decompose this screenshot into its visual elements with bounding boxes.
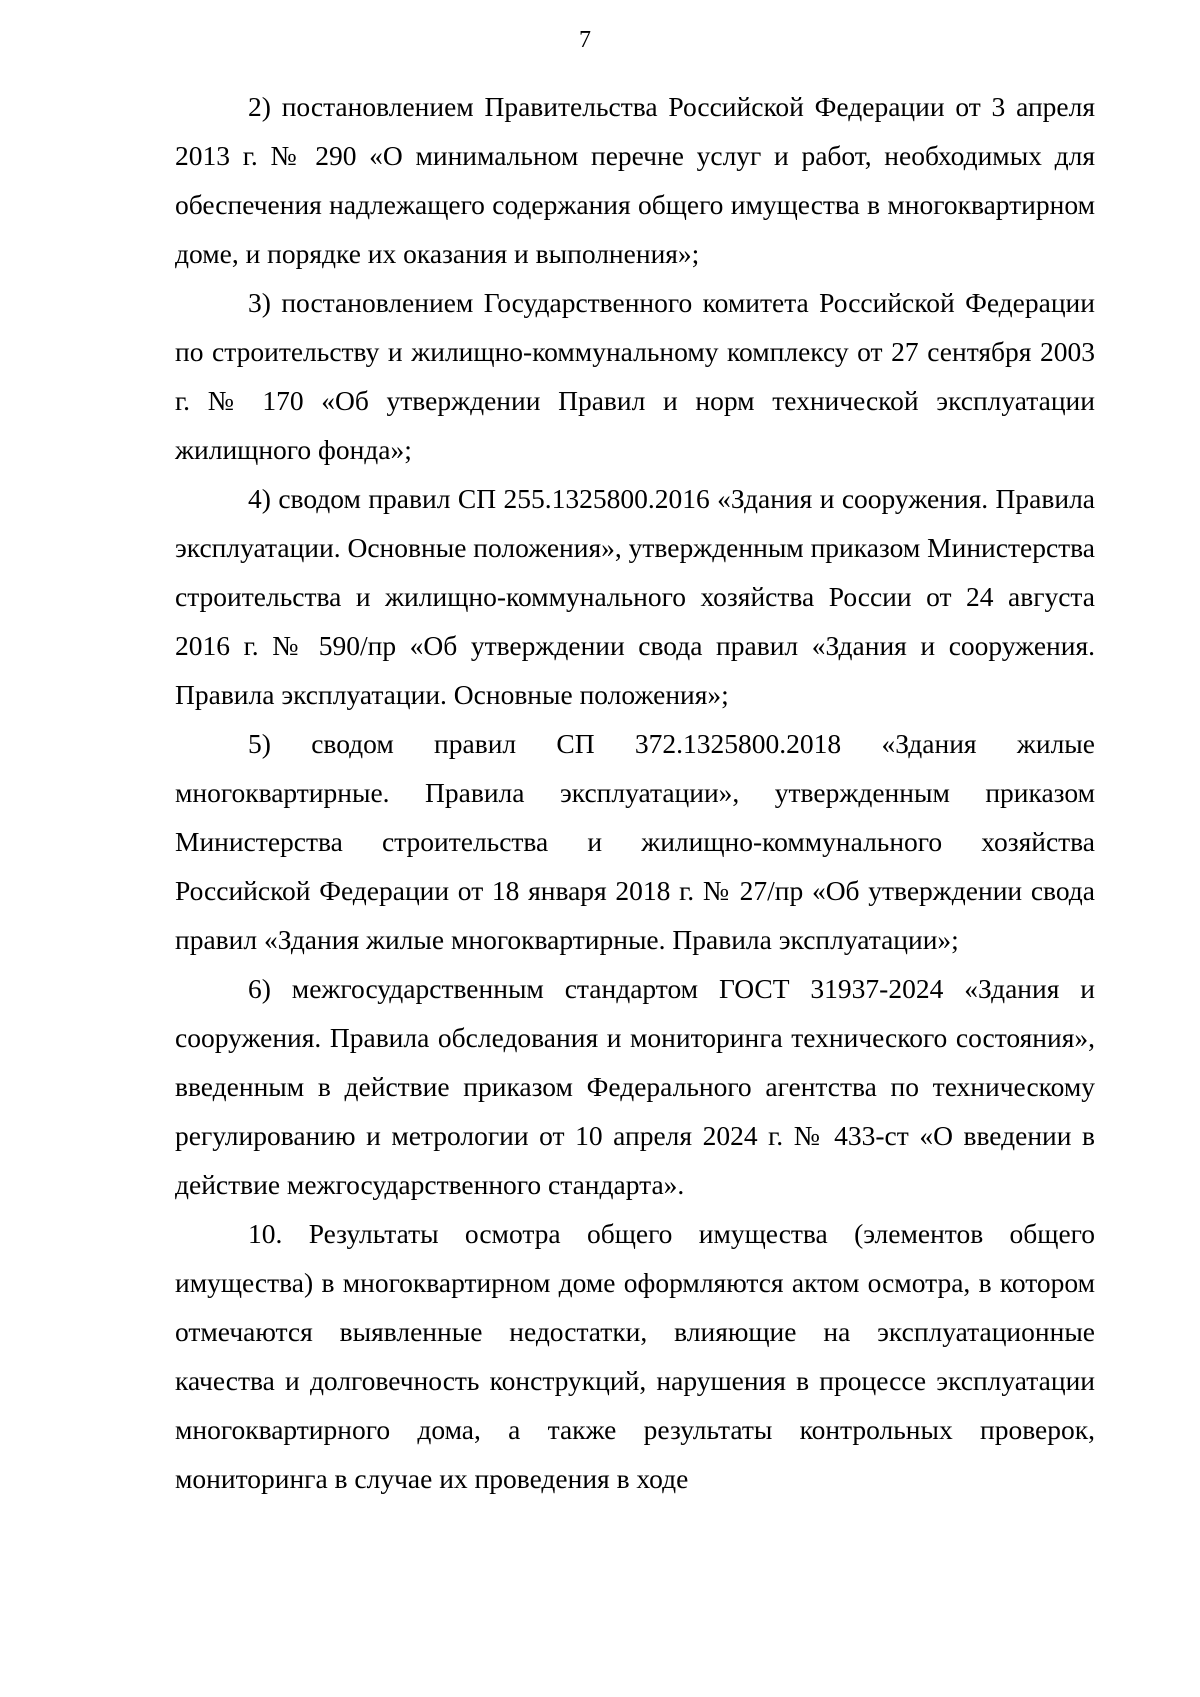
clause-10-inspection-results: 10. Результаты осмотра общего имущества (элементов общего имущества) в многоквартирном доме оформляются актом осмотра, в котором отмечаются выявленные недостатки, влияющие на эксплуатационные качества и долговечность конструкций, нарушения в процессе эксплуатации многоквартирного дома, а также результаты контрольных проверок, мониторинга в случае их проведения в ходе	[175, 1218, 1095, 1494]
list-item-4-sp-255: 4) сводом правил СП 255.1325800.2016 «Здания и сооружения. Правила эксплуатации. Основные положения», утвержденным приказом Министерства строительства и жилищно-коммунального хозяйства России от 24 августа 2016 г. № 590/пр «Об утверждении свода правил «Здания и сооружения. Правила эксплуатации. Основные положения»;	[175, 483, 1095, 710]
document-body	[175, 82, 1095, 1503]
list-item-6-gost-31937: 6) межгосударственным стандартом ГОСТ 31937-2024 «Здания и сооружения. Правила обследования и мониторинга технического состояния», введенным в действие приказом Федерального агентства по техническому регулированию и метрологии от 10 апреля 2024 г. № 433-ст «О введении в действие межгосударственного стандарта».	[175, 973, 1095, 1200]
list-item-3-gosstroy-decree: 3) постановлением Государственного комитета Российской Федерации по строительству и жилищно-коммунальному комплексу от 27 сентября 2003 г. № 170 «Об утверждении Правил и норм технической эксплуатации жилищного фонда»;	[175, 287, 1095, 465]
page-number: 7	[579, 27, 591, 53]
list-item-5-sp-372: 5) сводом правил СП 372.1325800.2018 «Здания жилые многоквартирные. Правила эксплуатации», утвержденным приказом Министерства строительства и жилищно-коммунального хозяйства Российской Федерации от 18 января 2018 г. № 27/пр «Об утверждении свода правил «Здания жилые многоквартирные. Правила эксплуатации»;	[175, 728, 1095, 955]
list-item-2-government-decree: 2) постановлением Правительства Российской Федерации от 3 апреля 2013 г. № 290 «О минимальном перечне услуг и работ, необходимых для обеспечения надлежащего содержания общего имущества в многоквартирном доме, и порядке их оказания и выполнения»;	[175, 91, 1095, 269]
